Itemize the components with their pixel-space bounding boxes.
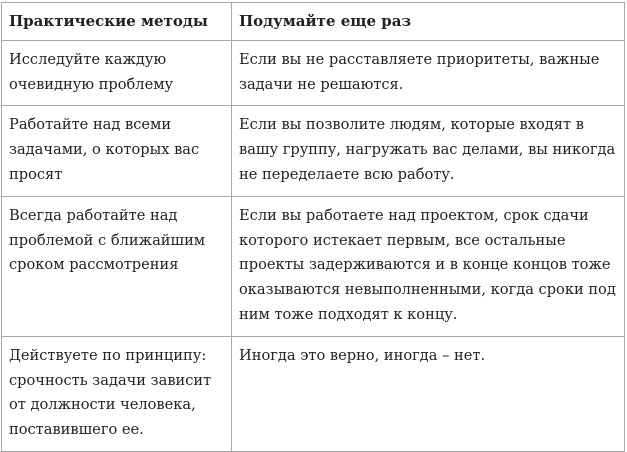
method-cell: Действуете по принципу: срочность задачи зависит от должности человека, поставившего ее. <box>2 336 232 451</box>
header-think-again: Подумайте еще раз <box>232 3 625 41</box>
rethink-cell: Иногда это верно, иногда – нет. <box>232 336 625 451</box>
table-row <box>2 40 625 106</box>
methods-table <box>1 2 625 452</box>
header-practical-methods: Практические методы <box>2 3 232 41</box>
rethink-cell: Если вы работаете над проектом, срок сдачи которого истекает первым, все остальные проекты задерживаются и в конце концов тоже оказываются невыполненными, когда сроки под ним тоже подходят к концу. <box>232 196 625 336</box>
table-row <box>2 196 625 336</box>
rethink-cell: Если вы позволите людям, которые входят в вашу группу, нагружать вас делами, вы никогда не переделаете всю работу. <box>232 106 625 196</box>
table-header-row <box>2 3 625 41</box>
method-cell: Всегда работайте над проблемой с ближайшим сроком рассмотрения <box>2 196 232 336</box>
table-row <box>2 106 625 196</box>
method-cell: Работайте над всеми задачами, о которых вас просят <box>2 106 232 196</box>
table-row <box>2 336 625 451</box>
method-cell: Исследуйте каждую очевидную проблему <box>2 40 232 106</box>
rethink-cell: Если вы не расставляете приоритеты, важные задачи не решаются. <box>232 40 625 106</box>
